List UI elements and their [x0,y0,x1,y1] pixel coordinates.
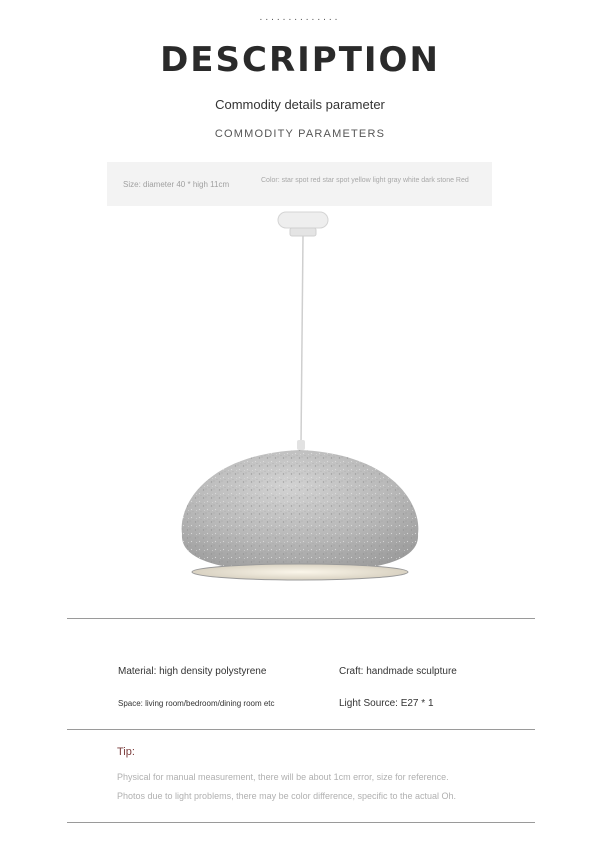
param-craft: Craft: handmade sculpture [339,666,457,677]
section-subtitle: Commodity details parameter [215,97,385,112]
param-space: Space: living room/bedroom/dining room etc [118,699,275,708]
param-light-source: Light Source: E27 * 1 [339,698,434,709]
param-material: Material: high density polystyrene [118,666,267,677]
tip-line: Photos due to light problems, there may be color difference, specific to the actual Oh. [117,791,457,801]
tip-line: Physical for manual measurement, there will be about 1cm error, size for reference. [117,772,449,782]
divider-middle [67,729,535,730]
section-subtitle-english: COMMODITY PARAMETERS [214,128,386,140]
ceiling-canopy-icon [278,212,328,236]
lamp-cord-icon [301,236,303,444]
decorative-dots: .............. [259,12,341,23]
page-title: DESCRIPTION [160,40,440,80]
tip-label: Tip: [117,746,135,758]
spec-color-text: Color: star spot red star spot yellow light gray white dark stone Red [261,177,469,184]
lamp-shade-icon [182,450,419,580]
spec-size-text: Size: diameter 40 * high 11cm [123,180,230,189]
divider-top [67,618,535,619]
spec-summary-box [107,162,492,206]
pendant-lamp-image [170,208,430,590]
divider-bottom [67,822,535,823]
